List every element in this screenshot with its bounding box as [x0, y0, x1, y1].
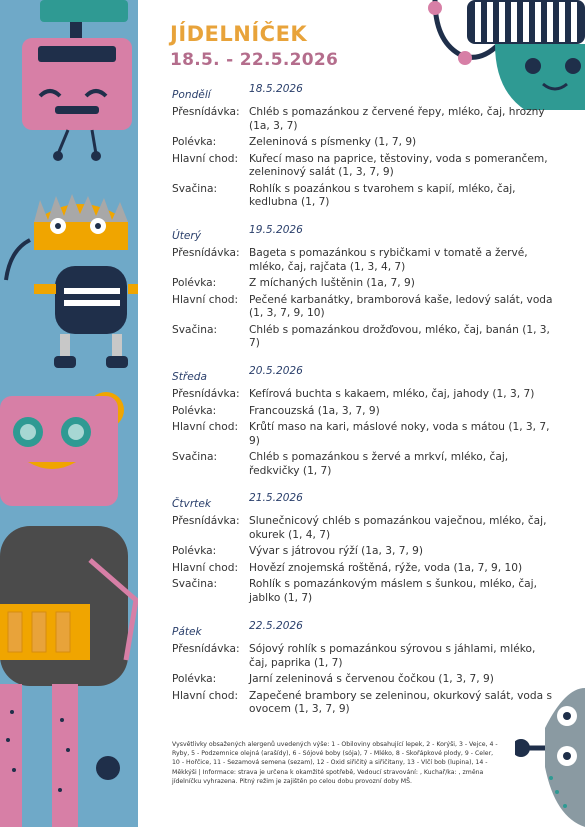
menu-header — [170, 22, 338, 70]
meal-text: Chléb s pomazánkou drožďovou, mléko, čaj, banán (1, 3, 7) — [249, 323, 550, 349]
day-name: Středa — [172, 371, 207, 383]
day-block-monday — [172, 83, 557, 210]
day-block-wednesday — [172, 365, 557, 478]
meal-row — [172, 153, 557, 180]
meal-row — [172, 405, 557, 419]
meal-label: Hlavní chod: — [172, 421, 239, 433]
meal-text: Zapečené brambory se zeleninou, okurkový salát, voda s ovocem (1, 3, 7, 9) — [249, 689, 552, 715]
day-date: 21.5.2026 — [249, 492, 303, 504]
meal-text: Vývar s játrovou rýží (1a, 3, 7, 9) — [249, 545, 424, 557]
meal-row — [172, 247, 557, 274]
meal-label: Polévka: — [172, 136, 217, 148]
day-name: Úterý — [172, 230, 202, 242]
meal-label: Přesnídávka: — [172, 106, 240, 118]
meal-text: Chléb s pomazánkou s žervé a mrkví, mléko, čaj, ředkvičky (1, 7) — [249, 451, 509, 477]
meal-text: Rohlík s poazánkou s tvarohem s kapií, mléko, čaj, kedlubna (1, 7) — [249, 182, 516, 208]
meal-text: Bageta s pomazánkou s rybičkami v tomatě a žervé, mléko, čaj, rajčata (1, 3, 4, 7) — [249, 247, 528, 273]
meal-row — [172, 183, 557, 210]
day-name: Pondělí — [172, 89, 211, 101]
meal-text: Kefírová buchta s kakaem, mléko, čaj, jahody (1, 3, 7) — [249, 388, 535, 400]
meal-text: Rohlík s pomazánkovým máslem s šunkou, mléko, čaj, jablko (1, 7) — [249, 578, 537, 604]
meal-label: Hlavní chod: — [172, 689, 239, 702]
meal-label: Polévka: — [172, 404, 217, 417]
day-block-tuesday — [172, 224, 557, 351]
meal-text: Francouzská (1a, 3, 7, 9) — [249, 404, 380, 417]
meal-label: Přesnídávka: — [172, 515, 240, 527]
meal-label: Hlavní chod: — [172, 293, 239, 306]
meal-row — [172, 451, 557, 478]
day-block-thursday — [172, 492, 557, 605]
meal-label: Svačina: — [172, 578, 218, 590]
page-title: JÍDELNÍČEK — [170, 22, 308, 46]
meal-label: Přesnídávka: — [172, 388, 240, 400]
meal-label: Hlavní chod: — [172, 152, 239, 165]
meal-label: Přesnídávka: — [172, 643, 240, 655]
day-date: 20.5.2026 — [249, 365, 303, 377]
day-date: 18.5.2026 — [249, 83, 303, 95]
meal-text: Jarní zeleninová s červenou čočkou (1, 3, 7, 9) — [249, 673, 494, 685]
meal-row — [172, 515, 557, 542]
allergen-footnote: Vysvětlivky obsažených alergenů uvedených výše: 1 - Obiloviny obsahující lepek, 2 - Korýši, 3 - Vejce, 4 - Ryby, 5 - Podzemnice olejná (arašídy), 6 - Sójové boby (sója), 7 - Mléko, 8 - Skořápkové plody, 9 - Celer, 10 - Hořčice, 11 - Sezamová semena (sezam), 12 - Oxid siřičitý a siřičitany, 13 - Vlčí bob (lupina), 14 - Měkkýši | Informace: strava je určena k okamžité spotřebě, Vedoucí stravování: , Kuchař/ka: , změna jídelníčku vyhrazena. Pitný režim je zajištěn po celou dobu provozní doby MŠ. — [172, 741, 498, 785]
meal-row — [172, 421, 557, 448]
meal-row — [172, 690, 557, 717]
robots-art — [0, 0, 138, 827]
meal-text: Kuřecí maso na paprice, těstoviny, voda s pomerančem, zeleninový salát (1, 3, 7, 9) — [249, 152, 548, 178]
day-name: Pátek — [172, 626, 202, 638]
meal-text: Krůtí maso na kari, máslové noky, voda s mátou (1, 3, 7, 9) — [249, 421, 550, 447]
meal-row — [172, 106, 557, 133]
day-date: 22.5.2026 — [249, 620, 303, 632]
meal-row — [172, 673, 557, 687]
meal-text: Pečené karbanátky, bramborová kaše, ledový salát, voda (1, 3, 7, 9, 10) — [249, 293, 553, 319]
date-range: 18.5. - 22.5.2026 — [170, 50, 339, 70]
meal-row — [172, 324, 557, 351]
meal-text: Z míchaných luštěnin (1a, 7, 9) — [249, 277, 415, 289]
meal-row — [172, 277, 557, 291]
meal-label: Svačina: — [172, 323, 218, 336]
meal-row — [172, 388, 557, 402]
meal-text: Zeleninová s písmenky (1, 7, 9) — [249, 136, 417, 148]
meal-label: Svačina: — [172, 451, 218, 463]
day-name: Čtvrtek — [172, 498, 211, 510]
meal-row — [172, 294, 557, 321]
meal-label: Hlavní chod: — [172, 561, 239, 574]
meal-label: Přesnídávka: — [172, 247, 240, 259]
meal-text: Slunečnicový chléb s pomazánkou vaječnou, mléko, čaj, okurek (1, 4, 7) — [249, 515, 547, 541]
day-date: 19.5.2026 — [249, 224, 303, 236]
meal-row — [172, 643, 557, 670]
meal-row — [172, 578, 557, 605]
meal-row — [172, 545, 557, 559]
day-block-friday — [172, 620, 557, 717]
meal-row — [172, 562, 557, 576]
meal-label: Svačina: — [172, 182, 218, 195]
meal-label: Polévka: — [172, 545, 217, 557]
left-robot-illustration — [0, 0, 138, 827]
meal-row — [172, 136, 557, 150]
meal-label: Polévka: — [172, 277, 217, 289]
meal-label: Polévka: — [172, 673, 217, 685]
meal-text: Chléb s pomazánkou z červené řepy, mléko, čaj, hrozny (1a, 3, 7) — [249, 106, 545, 132]
meal-text: Hovězí znojemská roštěná, rýže, voda (1a, 7, 9, 10) — [249, 561, 523, 574]
meal-text: Sójový rohlík s pomazánkou sýrovou s jáhlami, mléko, čaj, paprika (1, 7) — [249, 643, 536, 669]
